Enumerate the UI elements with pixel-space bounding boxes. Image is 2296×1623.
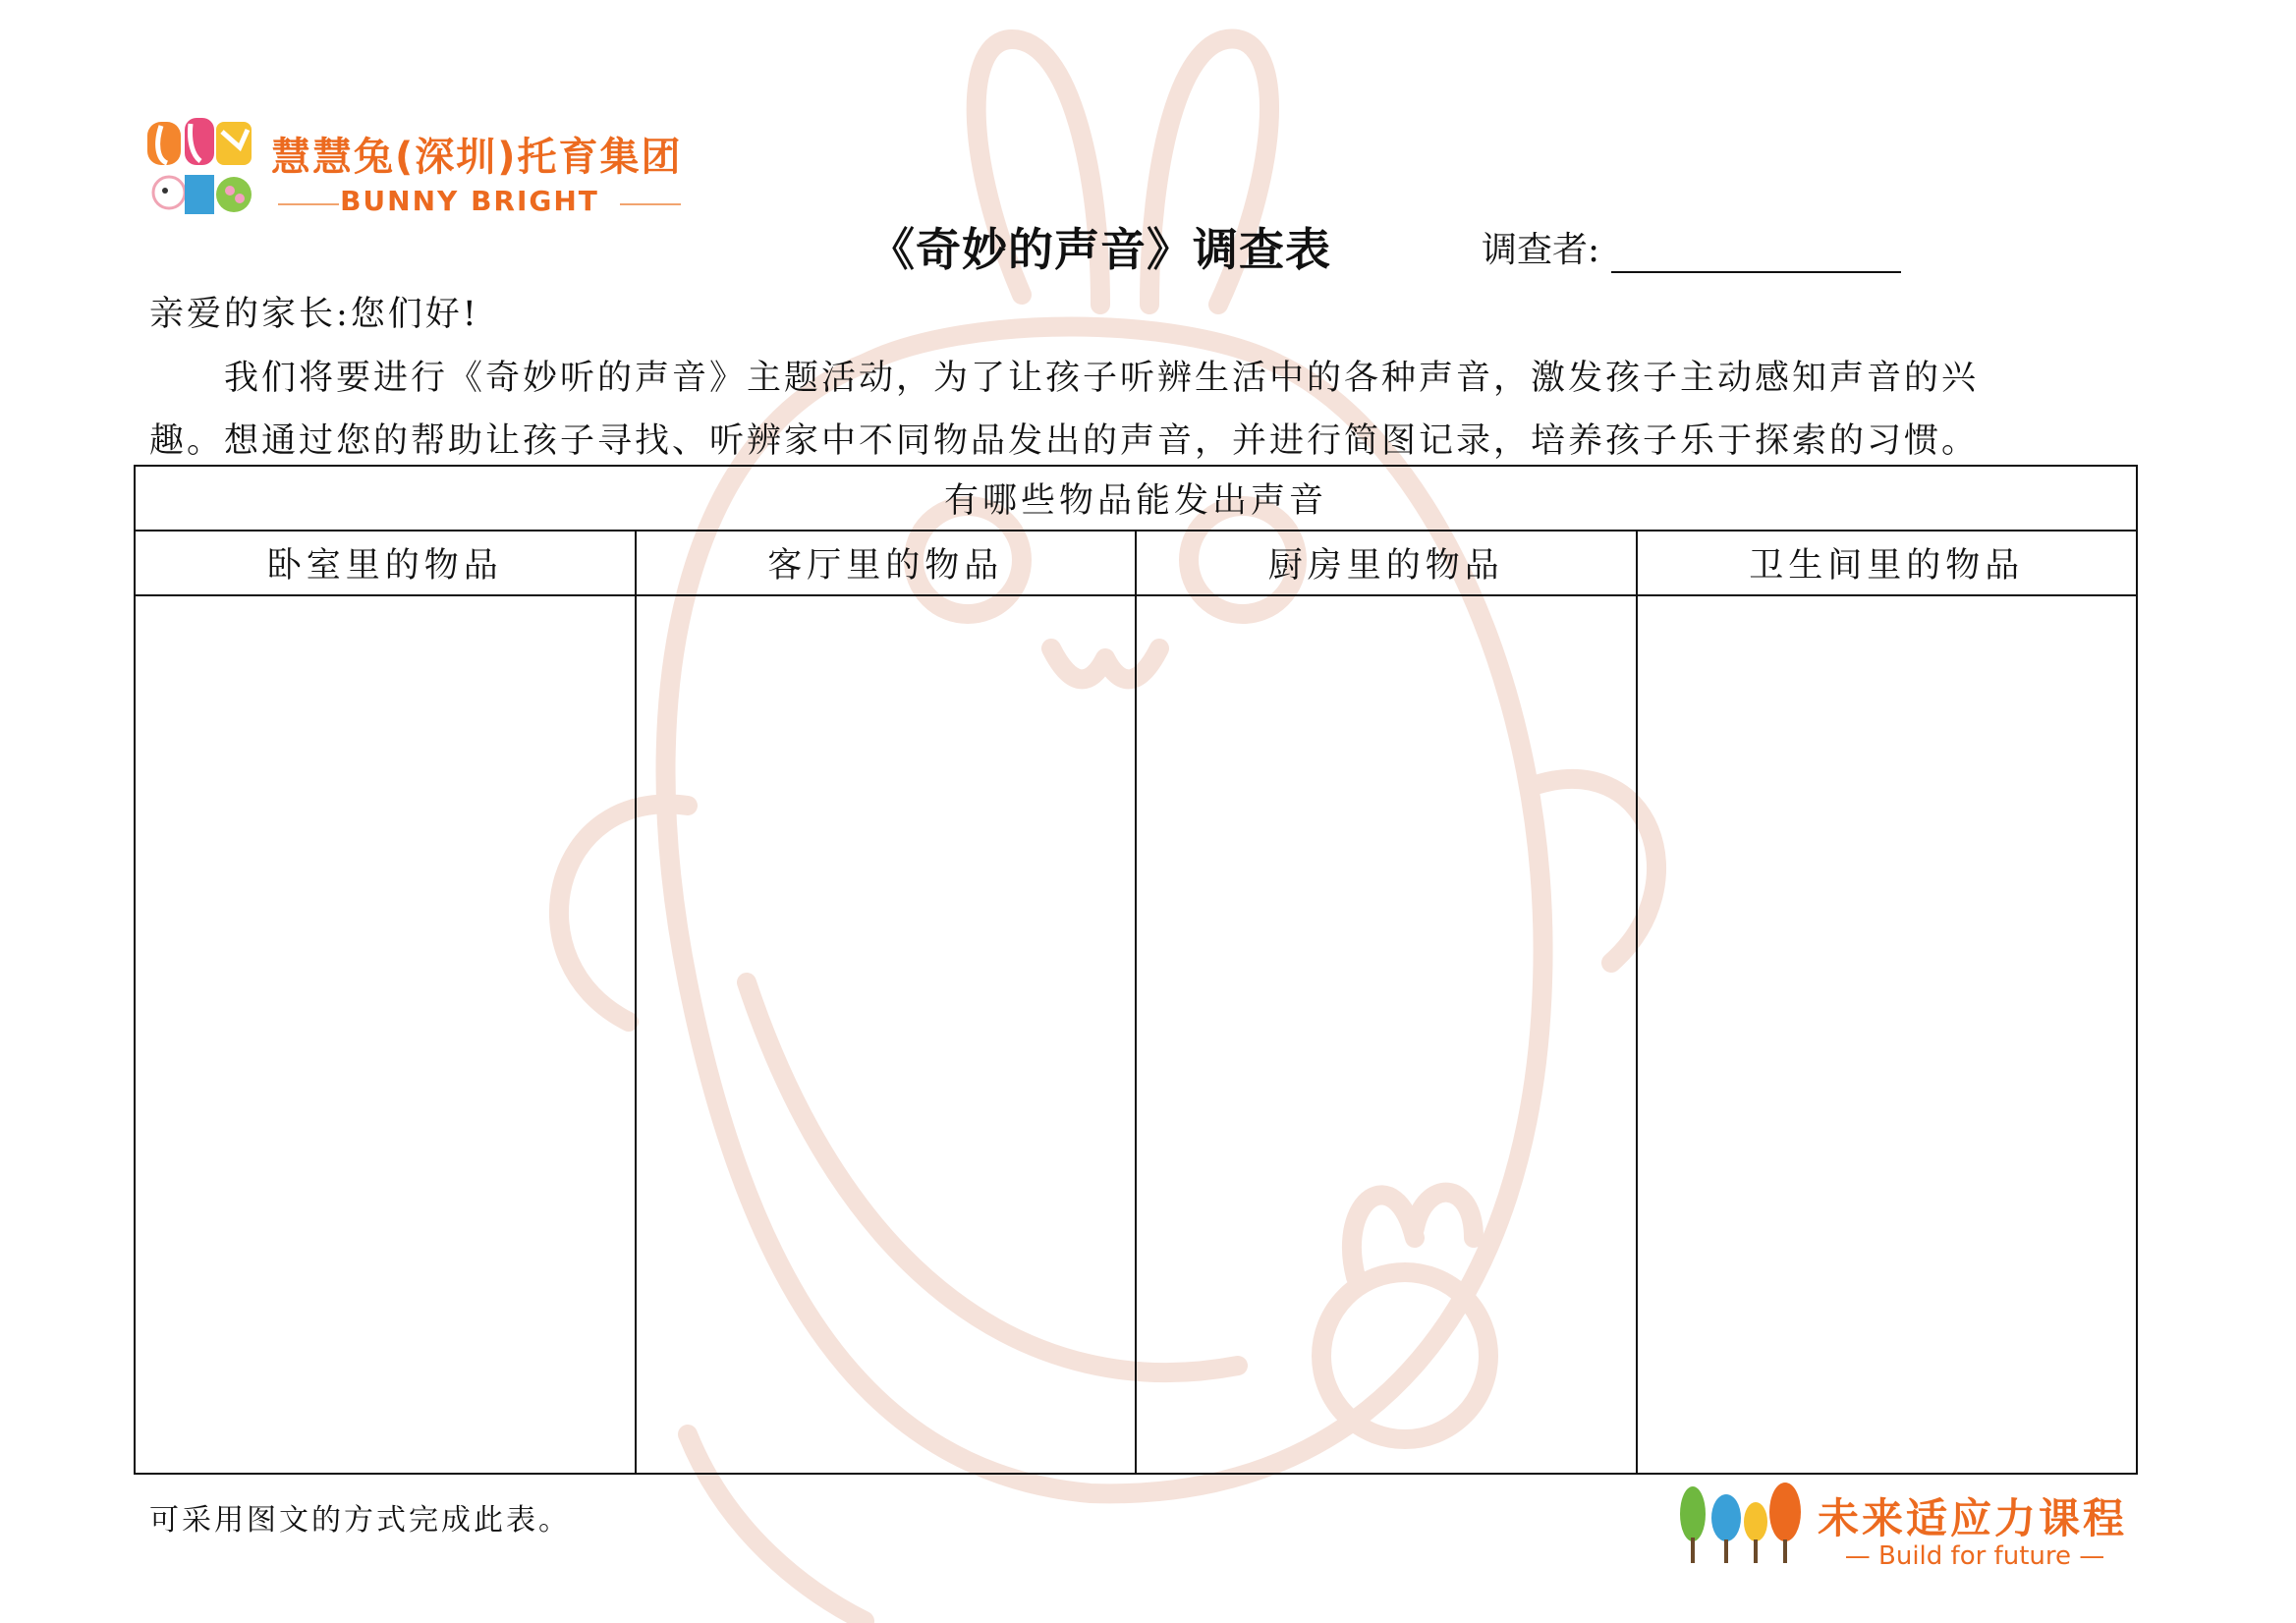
column-header-bathroom: 卫生间里的物品: [1749, 546, 2025, 586]
course-name-cn: 未来适应力课程: [1818, 1494, 2128, 1542]
column-header-living-room: 客厅里的物品: [637, 532, 1138, 594]
bunny-bright-logo-icon: [145, 116, 255, 220]
investigator-field[interactable]: [1611, 271, 1901, 273]
column-header-bedroom: 卧室里的物品: [136, 532, 637, 594]
living-room-items-cell[interactable]: [637, 596, 1138, 1473]
logo-bunny-bright: [145, 116, 696, 224]
table-body: [136, 596, 2136, 1473]
kitchen-items-cell[interactable]: [1137, 596, 1638, 1473]
survey-table: [134, 465, 2138, 1475]
bedroom-items-cell[interactable]: [136, 596, 637, 1473]
table-header: 有哪些物品能发出声音: [136, 467, 2136, 532]
divider: [620, 203, 681, 205]
paragraph-line-1: 我们将要进行《奇妙听的声音》主题活动，为了让孩子听辨生活中的各种声音，激发孩子主动感知声音的兴: [224, 359, 1980, 398]
course-tagline-en: — Build for future —: [1844, 1541, 2105, 1571]
bathroom-items-cell[interactable]: [1638, 596, 2137, 1473]
tree-figures-logo-icon: [1675, 1479, 1813, 1572]
brand-name-en: BUNNY BRIGHT: [340, 185, 599, 217]
column-headers: [136, 532, 2136, 596]
brand-name-cn: 慧慧兔(深圳)托育集团: [271, 135, 683, 180]
paragraph-line-2: 趣。想通过您的帮助让孩子寻找、听辨家中不同物品发出的声音，并进行简图记录，培养孩子乐于探索的习惯。: [149, 421, 1980, 461]
column-header-kitchen: 厨房里的物品: [1137, 532, 1638, 594]
footnote: 可采用图文的方式完成此表。: [149, 1503, 571, 1538]
intro-paragraph: [149, 347, 2045, 473]
document-title: 《奇妙的声音》调查表: [869, 223, 1331, 276]
greeting: 亲爱的家长:您们好!: [149, 295, 479, 334]
logo-future-course: [1675, 1479, 2137, 1572]
investigator-label: 调查者:: [1482, 230, 1600, 270]
